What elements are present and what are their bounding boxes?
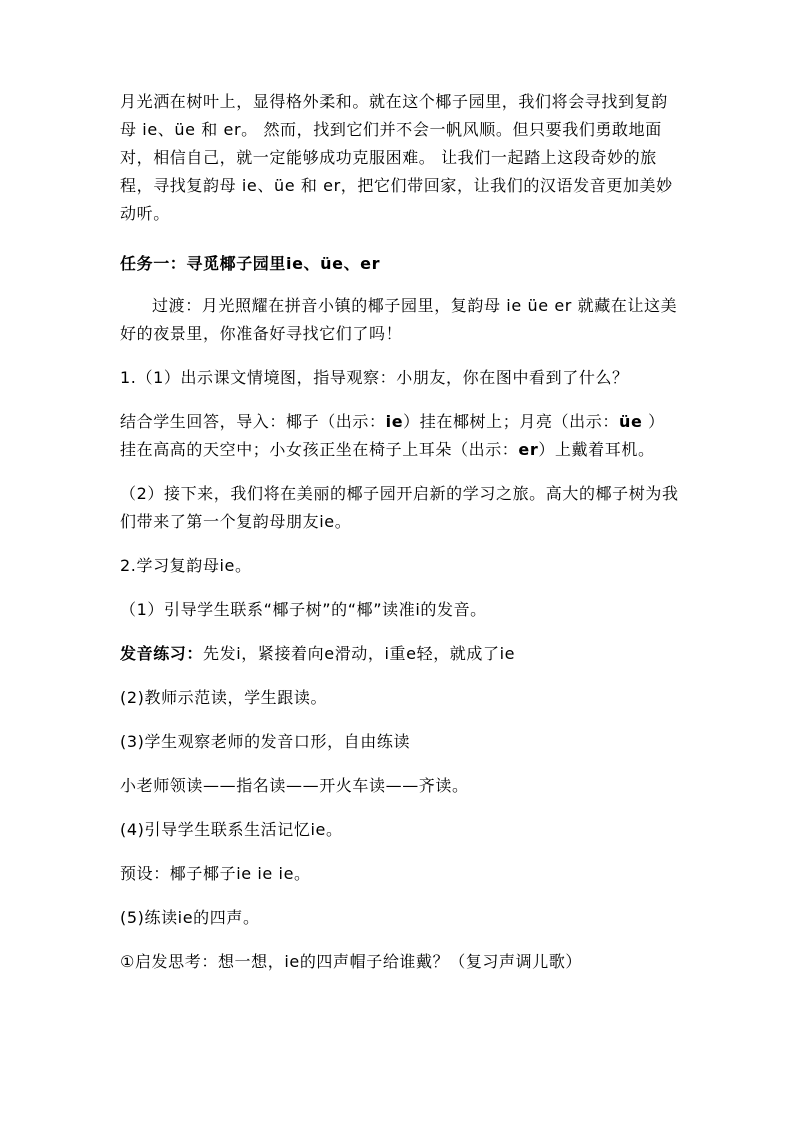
step2-5-1-paragraph: ①启发思考：想一想，ie的四声帽子给谁戴？（复习声调儿歌） bbox=[120, 952, 583, 971]
step1-2-paragraph: （2）接下来，我们将在美丽的椰子园开启新的学习之旅。高大的椰子树为我们带来了第一个复韵母朋友ie。 bbox=[120, 484, 679, 531]
step2-5-paragraph: (5)练读ie的四声。 bbox=[120, 908, 260, 927]
final-er: er bbox=[518, 440, 539, 459]
intro-paragraph: 月光洒在树叶上，显得格外柔和。就在这个椰子园里，我们将会寻找到复韵母 ie、üe 和 er。 然而，找到它们并不会一帆风顺。但只要我们勇敢地面对，相信自己，就一定能够成功克服困难。 让我们一起踏上这段奇妙的旅程，寻找复韵母 ie、üe 和 er，把它们带回家，让我们的汉语发音更加美妙动听。 bbox=[120, 92, 673, 223]
reading-chain-paragraph: 小老师领读——指名读——开火车读——齐读。 bbox=[120, 776, 469, 795]
final-ie: ie bbox=[385, 412, 404, 431]
step2-paragraph: 2.学习复韵母ie。 bbox=[120, 556, 252, 575]
step2-1-paragraph: （1）引导学生联系“椰子树”的“椰”读准i的发音。 bbox=[120, 600, 487, 619]
step2-4-paragraph: (4)引导学生联系生活记忆ie。 bbox=[120, 820, 343, 839]
step2-3-paragraph: (3)学生观察老师的发音口形，自由练读 bbox=[120, 732, 411, 751]
practice-label: 发音练习： bbox=[120, 644, 204, 663]
task1-heading: 任务一：寻觅椰子园里ie、üe、er bbox=[120, 254, 381, 273]
answer-text-3: ）挂在高高的天空中；小女孩正坐在椅子上耳朵（出示： bbox=[120, 412, 665, 459]
document-page bbox=[120, 88, 680, 992]
step1-answer-paragraph bbox=[120, 408, 680, 464]
answer-text-1: 结合学生回答，导入：椰子（出示： bbox=[120, 412, 386, 431]
answer-text-4: ）上戴着耳机。 bbox=[538, 440, 655, 459]
final-ue: üe bbox=[618, 412, 643, 431]
practice-paragraph bbox=[120, 640, 680, 668]
step2-2-paragraph: (2)教师示范读，学生跟读。 bbox=[120, 688, 328, 707]
practice-text: 先发i，紧接着向e滑动，i重e轻，就成了ie bbox=[203, 644, 516, 663]
transition-paragraph: 过渡：月光照耀在拼音小镇的椰子园里，复韵母 ie üe er 就藏在让这美好的夜景里，你准备好寻找它们了吗！ bbox=[120, 296, 678, 343]
answer-text-2: ）挂在椰树上；月亮（出示： bbox=[403, 412, 619, 431]
preset-paragraph: 预设：椰子椰子ie ie ie。 bbox=[120, 864, 311, 883]
step1-1-paragraph: 1.（1）出示课文情境图，指导观察：小朋友，你在图中看到了什么？ bbox=[120, 368, 629, 387]
